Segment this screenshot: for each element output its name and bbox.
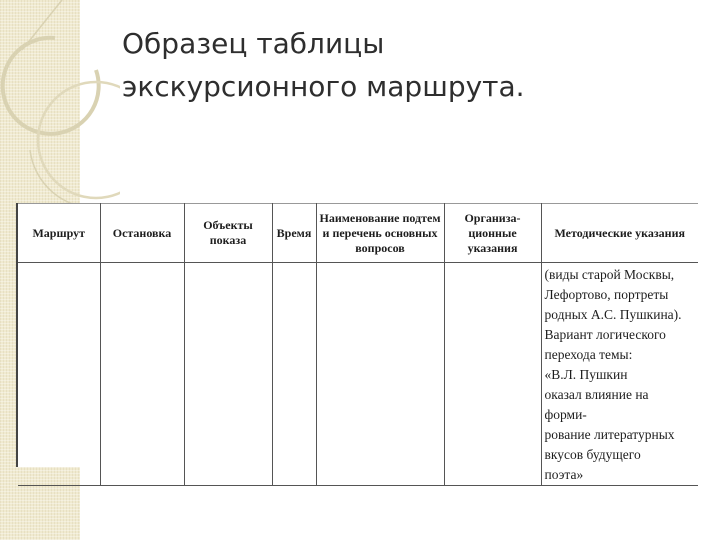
table-cell <box>18 263 100 486</box>
col-header-time: Время <box>272 204 316 263</box>
methodical-notes-text: (виды старой Москвы, Лефортово, портреты родных А.С. Пушкина). Вариант логического перехода темы: «В.Л. Пушкин оказал влияние на форми- рование литературных вкусов будущего поэта» <box>544 267 682 482</box>
table-cell <box>184 263 272 486</box>
col-header-org-instructions: Организа-ционные указания <box>444 204 541 263</box>
table-cell <box>444 263 541 486</box>
table-row <box>18 263 698 486</box>
title-line-2: экскурсионного маршрута. <box>122 70 525 103</box>
table-cell <box>272 263 316 486</box>
table-cell <box>541 263 698 486</box>
table-cell <box>316 263 444 486</box>
table-header-row <box>18 204 698 263</box>
table-cell <box>100 263 184 486</box>
title-line-1: Образец таблицы <box>122 27 385 60</box>
col-header-objects: Объекты показа <box>184 204 272 263</box>
excursion-route-table <box>18 203 698 486</box>
route-table-image <box>16 203 698 482</box>
col-header-route: Маршрут <box>18 204 100 263</box>
col-header-method-instructions: Методические указания <box>541 204 698 263</box>
col-header-subtopics: Наименование подтем и перечень основных вопросов <box>316 204 444 263</box>
slide-title <box>122 22 682 108</box>
col-header-stop: Остановка <box>100 204 184 263</box>
